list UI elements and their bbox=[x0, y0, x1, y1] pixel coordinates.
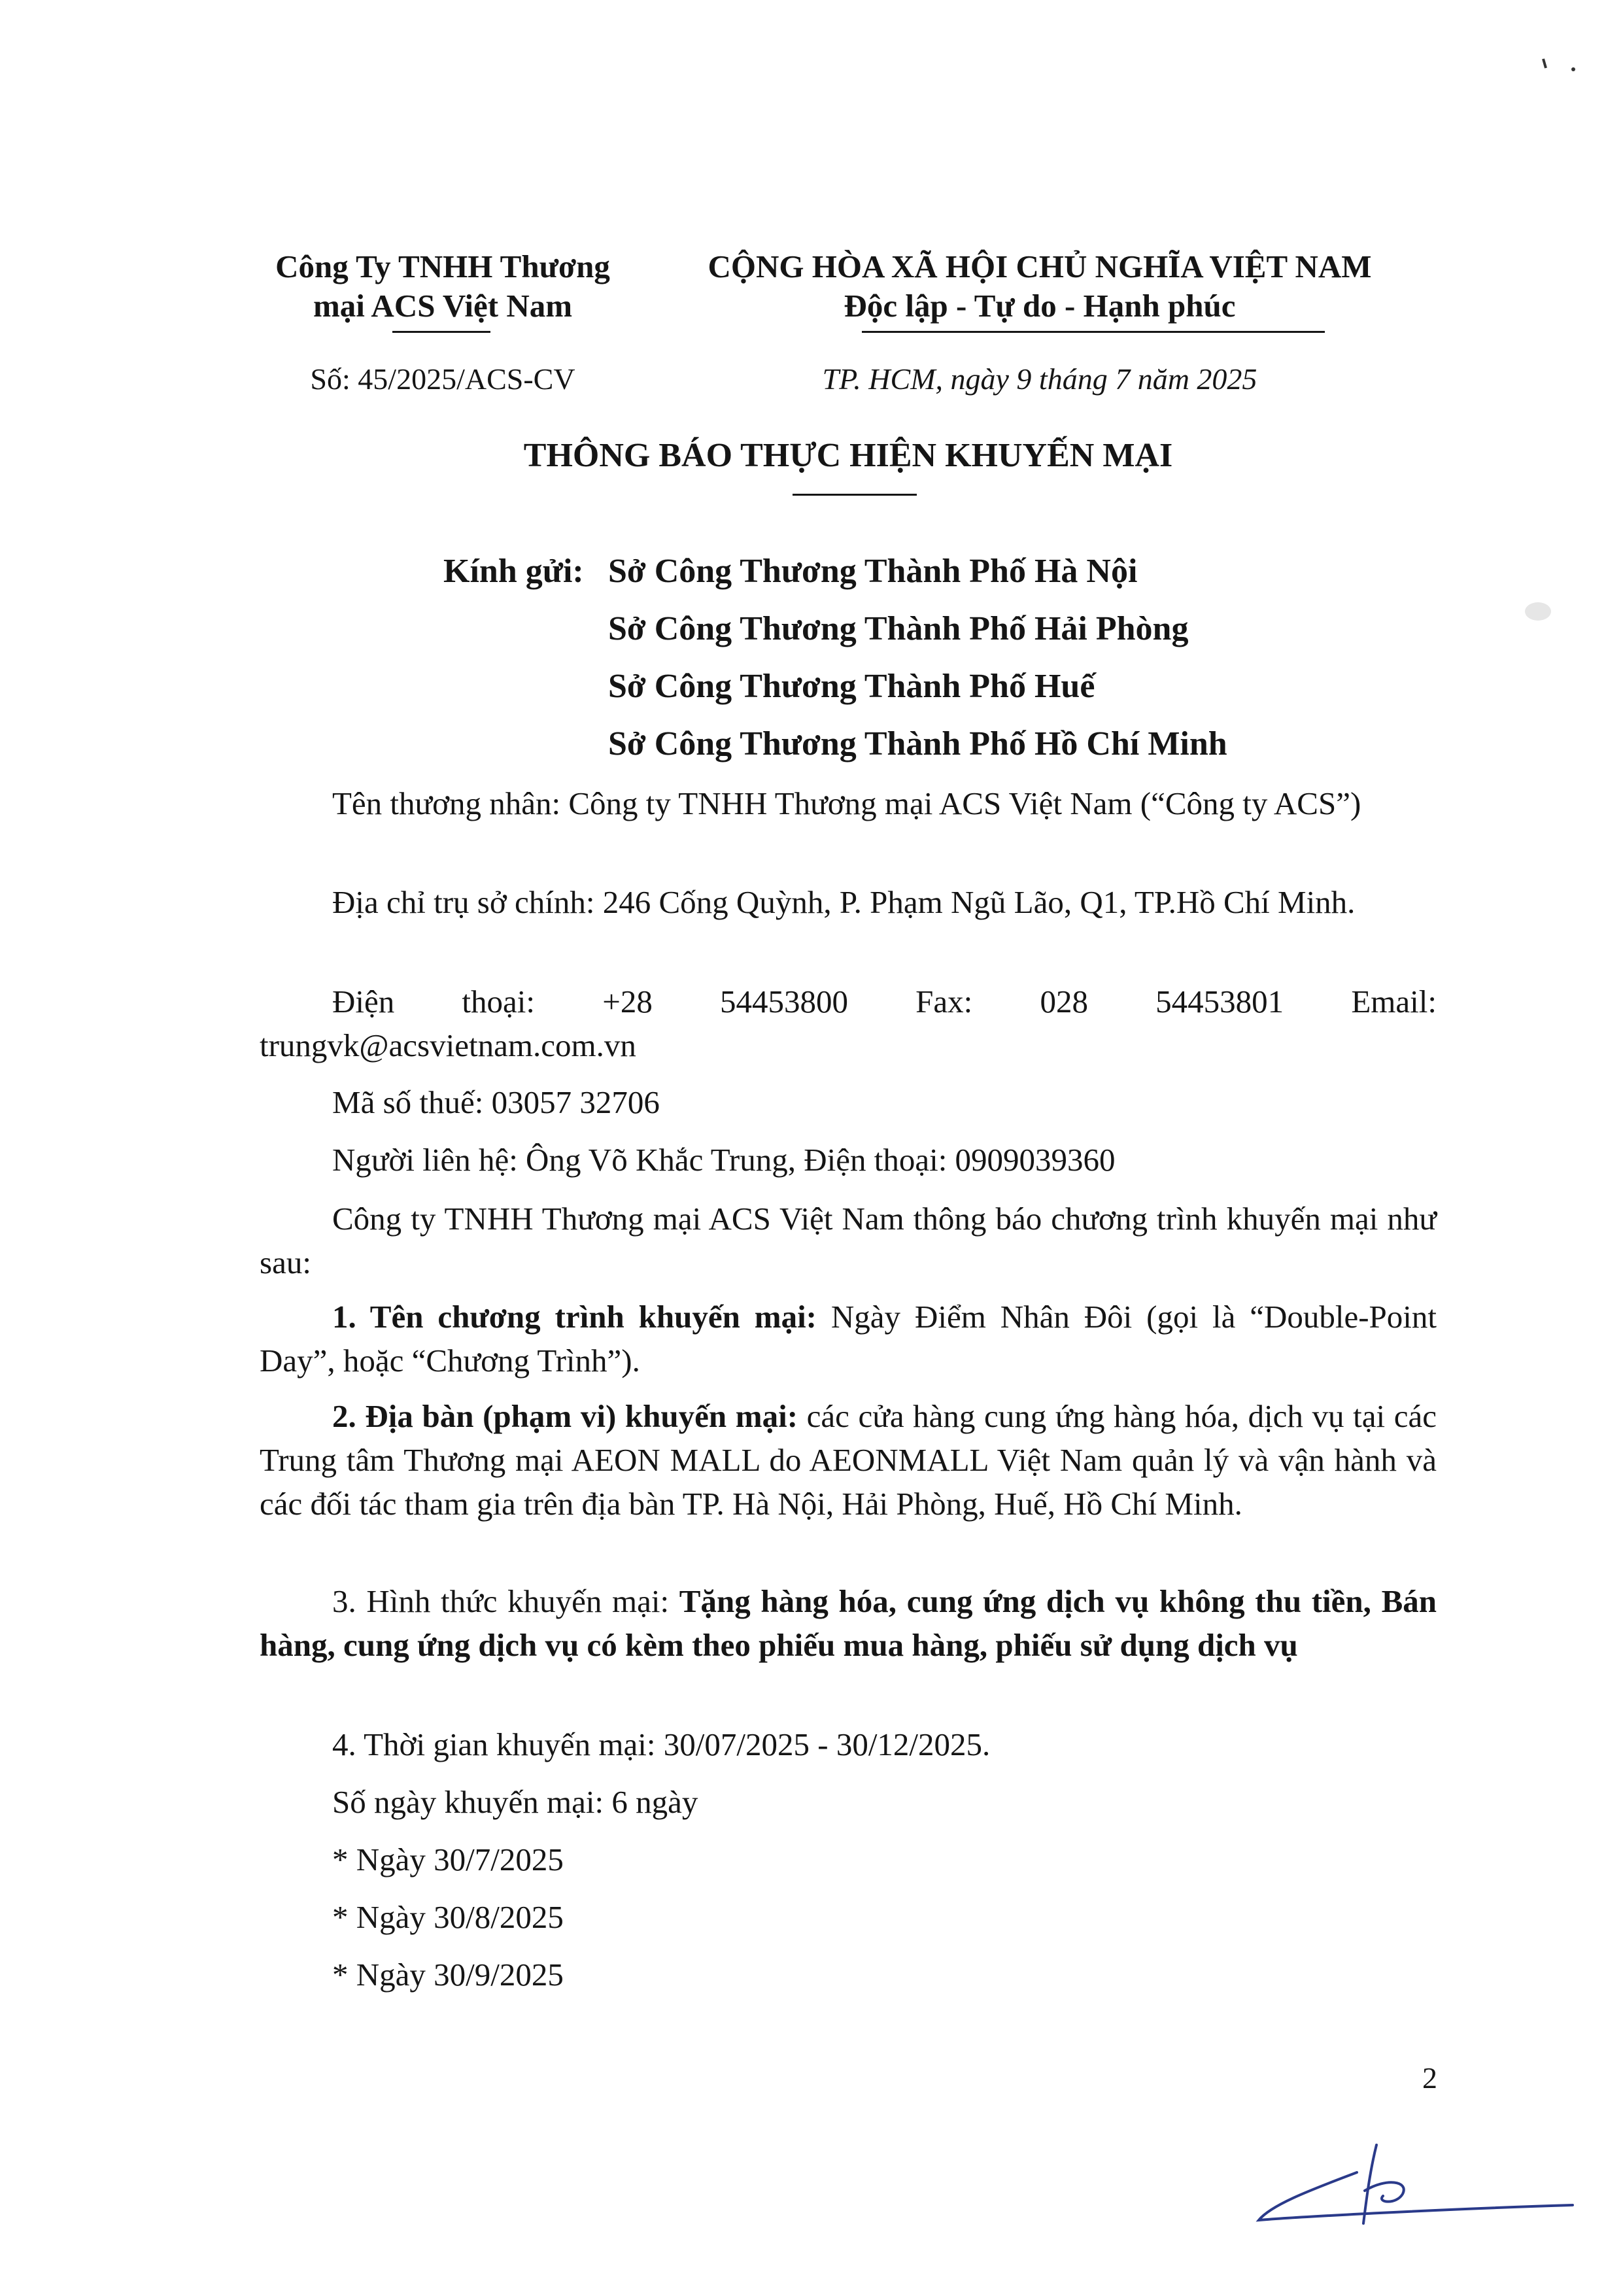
recipient-hanoi: Sở Công Thương Thành Phố Hà Nội bbox=[608, 553, 1138, 590]
fax-label: Fax: bbox=[915, 984, 973, 1019]
promotion-days-count: Số ngày khuyến mại: 6 ngày bbox=[332, 1784, 698, 1820]
section-3 bbox=[260, 1579, 1437, 1667]
promotion-date-2: * Ngày 30/8/2025 bbox=[332, 1899, 564, 1935]
phone-label: Điện bbox=[332, 984, 395, 1019]
company-underline bbox=[392, 331, 490, 333]
title-underline bbox=[793, 494, 917, 496]
section-2 bbox=[260, 1394, 1437, 1526]
phone-label-2: thoại: bbox=[462, 984, 536, 1019]
section-1 bbox=[260, 1295, 1437, 1382]
recipient-haiphong: Sở Công Thương Thành Phố Hải Phòng bbox=[608, 610, 1189, 647]
merchant-name: Tên thương nhân: Công ty TNHH Thương mại ACS Việt Nam (“Công ty ACS”) bbox=[332, 785, 1361, 821]
section-3-text: Tặng hàng hóa, cung ứng dịch vụ không thu tiền, Bán hàng, cung ứng dịch vụ có kèm theo phiếu mua hàng, phiếu sử dụng dịch vụ bbox=[260, 1583, 1437, 1663]
section-2-label: 2. Địa bàn (phạm vi) khuyến mại: bbox=[332, 1398, 798, 1434]
fax-code: 028 bbox=[1040, 984, 1088, 1019]
tax-code: Mã số thuế: 03057 32706 bbox=[332, 1084, 660, 1120]
scan-speck bbox=[1537, 52, 1589, 98]
company-name-line1: Công Ty TNHH Thương bbox=[275, 248, 610, 284]
place-date: TP. HCM, ngày 9 tháng 7 năm 2025 bbox=[822, 362, 1257, 396]
section-1-label: 1. Tên chương trình khuyến mại: bbox=[332, 1299, 817, 1335]
page-number: 2 bbox=[1422, 2061, 1437, 2095]
initials-signature bbox=[1246, 2132, 1586, 2243]
national-title: CỘNG HÒA XÃ HỘI CHỦ NGHĨA VIỆT NAM bbox=[708, 248, 1372, 284]
document-title: THÔNG BÁO THỰC HIỆN KHUYẾN MẠI bbox=[523, 437, 1173, 474]
merchant-address: Địa chỉ trụ sở chính: 246 Cống Quỳnh, P. Phạm Ngũ Lão, Q1, TP.Hồ Chí Minh. bbox=[332, 884, 1356, 920]
email-address: trungvk@acsvietnam.com.vn bbox=[260, 1027, 636, 1063]
email-label: Email: bbox=[1351, 984, 1437, 1019]
contact-numbers-row bbox=[332, 980, 1437, 1023]
promotion-date-1: * Ngày 30/7/2025 bbox=[332, 1842, 564, 1877]
company-name-line2: mại ACS Việt Nam bbox=[313, 288, 573, 324]
section-2-text: các cửa hàng cung ứng hàng hóa, dịch vụ tại các Trung tâm Thương mại AEON MALL do AEONMALL Việt Nam quản lý và vận hành và các đối tác tham gia trên địa bàn TP. Hà Nội, Hải Phòng, Huế, Hồ Chí Minh. bbox=[260, 1398, 1437, 1522]
document-number: Số: 45/2025/ACS-CV bbox=[310, 362, 575, 396]
phone-code: +28 bbox=[602, 984, 653, 1019]
section-4: 4. Thời gian khuyến mại: 30/07/2025 - 30/12/2025. bbox=[332, 1726, 991, 1762]
section-3-label: 3. Hình thức khuyến mại: bbox=[332, 1583, 679, 1619]
national-motto: Độc lập - Tự do - Hạnh phúc bbox=[844, 288, 1236, 324]
company-name bbox=[233, 247, 652, 326]
contact-person: Người liên hệ: Ông Võ Khắc Trung, Điện thoại: 0909039360 bbox=[332, 1142, 1116, 1178]
national-header bbox=[680, 247, 1399, 326]
promotion-date-3: * Ngày 30/9/2025 bbox=[332, 1957, 564, 1993]
scan-smudge bbox=[1518, 595, 1558, 628]
recipients-label: Kính gửi: bbox=[443, 553, 584, 590]
recipient-hue: Sở Công Thương Thành Phố Huế bbox=[608, 668, 1095, 705]
intro-paragraph: Công ty TNHH Thương mại ACS Việt Nam thông báo chương trình khuyến mại như sau: bbox=[260, 1201, 1437, 1280]
motto-underline bbox=[862, 331, 1325, 333]
fax-number: 54453801 bbox=[1155, 984, 1284, 1019]
phone-number: 54453800 bbox=[720, 984, 848, 1019]
recipient-hcm: Sở Công Thương Thành Phố Hồ Chí Minh bbox=[608, 725, 1227, 762]
section-1-text: Ngày Điểm Nhân Đôi (gọi là “Double-Point Day”, hoặc “Chương Trình”). bbox=[260, 1299, 1437, 1379]
